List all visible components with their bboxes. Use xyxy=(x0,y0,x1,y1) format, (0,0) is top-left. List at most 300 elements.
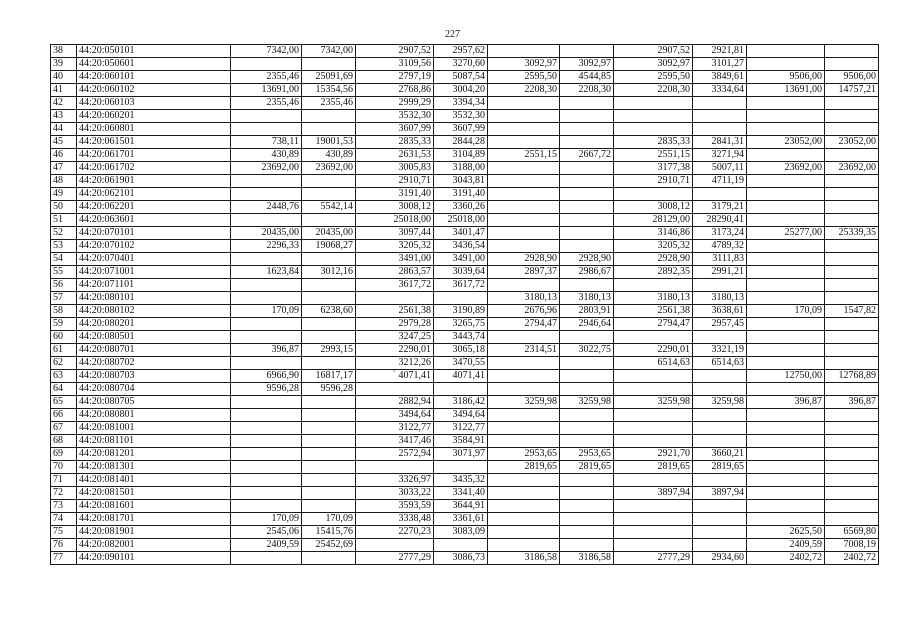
cell-value-4 xyxy=(434,292,488,305)
cell-value-8: 5007,11 xyxy=(693,162,747,175)
cell-value-7: 2928,90 xyxy=(614,253,693,266)
cell-value-2 xyxy=(302,331,356,344)
cell-cadastral-code: 44:20:080102 xyxy=(77,305,231,318)
cell-value-10: 6569,80 xyxy=(825,526,879,539)
cell-value-4: 3644,91 xyxy=(434,500,488,513)
cell-cadastral-code: 44:20:080702 xyxy=(77,357,231,370)
cell-value-8: 3271,94 xyxy=(693,149,747,162)
cell-value-2 xyxy=(302,188,356,201)
cell-value-3 xyxy=(356,461,434,474)
cell-row-number: 63 xyxy=(51,370,77,383)
cell-value-9 xyxy=(747,201,825,214)
cell-value-2: 9596,28 xyxy=(302,383,356,396)
cell-value-7: 3259,98 xyxy=(614,396,693,409)
cell-value-8: 3259,98 xyxy=(693,396,747,409)
cell-value-8: 3660,21 xyxy=(693,448,747,461)
cell-row-number: 56 xyxy=(51,279,77,292)
cell-value-5 xyxy=(488,435,560,448)
cell-value-9 xyxy=(747,123,825,136)
cell-value-3: 2290,01 xyxy=(356,344,434,357)
table-row xyxy=(51,253,879,266)
cell-value-10 xyxy=(825,461,879,474)
cell-row-number: 62 xyxy=(51,357,77,370)
cell-value-1 xyxy=(231,409,302,422)
cell-value-9: 12750,00 xyxy=(747,370,825,383)
cell-value-1 xyxy=(231,214,302,227)
cell-value-6: 3022,75 xyxy=(560,344,614,357)
cell-value-5 xyxy=(488,136,560,149)
cell-value-5 xyxy=(488,201,560,214)
cell-value-9 xyxy=(747,513,825,526)
cell-value-1 xyxy=(231,552,302,565)
cell-value-9 xyxy=(747,500,825,513)
cell-value-8: 2841,31 xyxy=(693,136,747,149)
cell-value-6: 2819,65 xyxy=(560,461,614,474)
cell-value-5: 3186,58 xyxy=(488,552,560,565)
cell-value-3: 3097,44 xyxy=(356,227,434,240)
cell-value-1: 23692,00 xyxy=(231,162,302,175)
cell-value-7: 2907,52 xyxy=(614,45,693,58)
cell-value-3: 2768,86 xyxy=(356,84,434,97)
cell-value-4: 3190,89 xyxy=(434,305,488,318)
cell-value-9: 23692,00 xyxy=(747,162,825,175)
cell-value-2 xyxy=(302,357,356,370)
cell-value-1 xyxy=(231,487,302,500)
cell-value-5: 2928,90 xyxy=(488,253,560,266)
cell-value-9: 9506,00 xyxy=(747,71,825,84)
cell-value-1 xyxy=(231,58,302,71)
cell-value-7: 3092,97 xyxy=(614,58,693,71)
cell-value-1: 738,11 xyxy=(231,136,302,149)
cell-value-10 xyxy=(825,279,879,292)
cell-value-8: 2991,21 xyxy=(693,266,747,279)
cell-value-6 xyxy=(560,279,614,292)
cell-value-2 xyxy=(302,409,356,422)
cell-value-4: 3004,20 xyxy=(434,84,488,97)
table-row xyxy=(51,539,879,552)
cell-value-4: 2957,62 xyxy=(434,45,488,58)
cell-value-3 xyxy=(356,539,434,552)
cell-value-9 xyxy=(747,292,825,305)
cell-value-9: 2409,59 xyxy=(747,539,825,552)
cell-value-10 xyxy=(825,97,879,110)
cell-value-8: 3180,13 xyxy=(693,292,747,305)
cell-value-1: 9596,28 xyxy=(231,383,302,396)
cell-value-5 xyxy=(488,45,560,58)
cell-value-9 xyxy=(747,188,825,201)
cell-value-10 xyxy=(825,331,879,344)
cell-value-5: 2595,50 xyxy=(488,71,560,84)
table-row xyxy=(51,344,879,357)
cell-value-8 xyxy=(693,422,747,435)
cell-value-2 xyxy=(302,500,356,513)
table-row xyxy=(51,71,879,84)
cell-row-number: 69 xyxy=(51,448,77,461)
cell-value-6 xyxy=(560,227,614,240)
cell-value-3: 2572,94 xyxy=(356,448,434,461)
cell-value-2: 19068,27 xyxy=(302,240,356,253)
cell-value-4: 3043,81 xyxy=(434,175,488,188)
cell-row-number: 48 xyxy=(51,175,77,188)
cell-value-3: 2561,38 xyxy=(356,305,434,318)
cell-row-number: 54 xyxy=(51,253,77,266)
cell-value-9 xyxy=(747,279,825,292)
cell-value-5: 2676,96 xyxy=(488,305,560,318)
cell-value-10 xyxy=(825,201,879,214)
cell-value-8 xyxy=(693,526,747,539)
cell-value-2 xyxy=(302,214,356,227)
cell-value-5 xyxy=(488,422,560,435)
cell-value-9 xyxy=(747,409,825,422)
cell-value-1 xyxy=(231,357,302,370)
cell-value-7 xyxy=(614,279,693,292)
cell-value-5 xyxy=(488,175,560,188)
table-row xyxy=(51,500,879,513)
cell-value-5 xyxy=(488,279,560,292)
cell-value-7 xyxy=(614,500,693,513)
cell-value-1: 2448,76 xyxy=(231,201,302,214)
cell-value-7: 3008,12 xyxy=(614,201,693,214)
cell-value-4 xyxy=(434,383,488,396)
cell-row-number: 75 xyxy=(51,526,77,539)
cell-value-7: 3177,38 xyxy=(614,162,693,175)
cell-value-3: 2270,23 xyxy=(356,526,434,539)
cell-value-4 xyxy=(434,539,488,552)
cell-value-2: 170,09 xyxy=(302,513,356,526)
cell-value-2 xyxy=(302,487,356,500)
cell-value-5: 2551,15 xyxy=(488,149,560,162)
cell-value-7 xyxy=(614,422,693,435)
cell-row-number: 67 xyxy=(51,422,77,435)
cell-value-5 xyxy=(488,487,560,500)
cell-row-number: 68 xyxy=(51,435,77,448)
cell-value-9 xyxy=(747,253,825,266)
cell-value-4: 3265,75 xyxy=(434,318,488,331)
table-row xyxy=(51,474,879,487)
cell-value-2: 5542,14 xyxy=(302,201,356,214)
cell-value-3 xyxy=(356,292,434,305)
cell-value-2: 2993,15 xyxy=(302,344,356,357)
cell-value-2: 16817,17 xyxy=(302,370,356,383)
cell-value-4: 3104,89 xyxy=(434,149,488,162)
cell-value-7: 2819,65 xyxy=(614,461,693,474)
cell-value-1: 396,87 xyxy=(231,344,302,357)
cell-value-3: 2979,28 xyxy=(356,318,434,331)
cell-value-10 xyxy=(825,292,879,305)
cell-value-6 xyxy=(560,175,614,188)
cell-value-6 xyxy=(560,357,614,370)
cell-value-3 xyxy=(356,383,434,396)
cell-value-3: 2882,94 xyxy=(356,396,434,409)
cell-value-6 xyxy=(560,487,614,500)
cell-value-4: 3491,00 xyxy=(434,253,488,266)
cell-value-8: 4711,19 xyxy=(693,175,747,188)
cell-value-2 xyxy=(302,123,356,136)
cell-value-2 xyxy=(302,58,356,71)
cell-value-7: 2910,71 xyxy=(614,175,693,188)
cell-row-number: 61 xyxy=(51,344,77,357)
cell-value-7: 2794,47 xyxy=(614,318,693,331)
cell-value-10 xyxy=(825,149,879,162)
table-row xyxy=(51,110,879,123)
cell-value-8: 2819,65 xyxy=(693,461,747,474)
cell-value-6: 3092,97 xyxy=(560,58,614,71)
cell-value-4: 2844,28 xyxy=(434,136,488,149)
cell-value-3: 3491,00 xyxy=(356,253,434,266)
table-row xyxy=(51,279,879,292)
cell-value-9 xyxy=(747,318,825,331)
cell-value-3: ` 4071,41 xyxy=(356,370,434,383)
cell-cadastral-code: 44:20:062101 xyxy=(77,188,231,201)
cell-value-10 xyxy=(825,266,879,279)
cell-value-4: 3188,00 xyxy=(434,162,488,175)
cell-value-9 xyxy=(747,487,825,500)
table-row xyxy=(51,422,879,435)
cell-cadastral-code: 44:20:080801 xyxy=(77,409,231,422)
cell-value-2 xyxy=(302,396,356,409)
cell-value-3: 2777,29 xyxy=(356,552,434,565)
cell-value-7 xyxy=(614,97,693,110)
cell-value-1 xyxy=(231,435,302,448)
table-row xyxy=(51,214,879,227)
cell-value-10 xyxy=(825,110,879,123)
cell-value-4: 25018,00 xyxy=(434,214,488,227)
table-row xyxy=(51,461,879,474)
cell-value-5: 2819,65 xyxy=(488,461,560,474)
cell-cadastral-code: 44:20:081701 xyxy=(77,513,231,526)
cell-value-6: 4544,85 xyxy=(560,71,614,84)
cell-value-7: 2892,35 xyxy=(614,266,693,279)
table-row xyxy=(51,175,879,188)
cell-value-6 xyxy=(560,474,614,487)
cell-value-10 xyxy=(825,357,879,370)
cell-value-5 xyxy=(488,409,560,422)
cell-value-1 xyxy=(231,292,302,305)
cell-cadastral-code: 44:20:080704 xyxy=(77,383,231,396)
cell-value-9 xyxy=(747,357,825,370)
cell-value-5 xyxy=(488,110,560,123)
cell-value-8: 3897,94 xyxy=(693,487,747,500)
cell-value-6 xyxy=(560,240,614,253)
cell-cadastral-code: 44:20:070102 xyxy=(77,240,231,253)
cell-value-8: 3101,27 xyxy=(693,58,747,71)
cell-value-3: 3247,25 xyxy=(356,331,434,344)
cell-value-7 xyxy=(614,526,693,539)
cell-cadastral-code: 44:20:090101 xyxy=(77,552,231,565)
cell-value-4: 3607,99 xyxy=(434,123,488,136)
cell-value-5 xyxy=(488,214,560,227)
cell-value-6 xyxy=(560,162,614,175)
table-row xyxy=(51,318,879,331)
cell-value-6 xyxy=(560,45,614,58)
cell-value-9 xyxy=(747,474,825,487)
cell-value-7: 2551,15 xyxy=(614,149,693,162)
cell-value-8: 6514,63 xyxy=(693,357,747,370)
cell-value-6 xyxy=(560,331,614,344)
cell-value-6: 2946,64 xyxy=(560,318,614,331)
cell-value-7 xyxy=(614,123,693,136)
cell-cadastral-code: 44:20:080701 xyxy=(77,344,231,357)
cell-value-7 xyxy=(614,409,693,422)
cell-value-8 xyxy=(693,188,747,201)
cell-value-9 xyxy=(747,448,825,461)
cell-row-number: 39 xyxy=(51,58,77,71)
cell-value-8 xyxy=(693,409,747,422)
cell-value-10 xyxy=(825,409,879,422)
cell-value-4: 3360,26 xyxy=(434,201,488,214)
cell-value-2: 3012,16 xyxy=(302,266,356,279)
cell-value-5 xyxy=(488,162,560,175)
cell-value-5: 2953,65 xyxy=(488,448,560,461)
cell-cadastral-code: 44:20:060201 xyxy=(77,110,231,123)
cell-value-1 xyxy=(231,253,302,266)
cell-value-7: 2208,30 xyxy=(614,84,693,97)
cell-value-8 xyxy=(693,110,747,123)
cell-row-number: 40 xyxy=(51,71,77,84)
cell-value-6: 2208,30 xyxy=(560,84,614,97)
cell-value-9 xyxy=(747,58,825,71)
cell-value-1: 2296,33 xyxy=(231,240,302,253)
cell-value-9 xyxy=(747,45,825,58)
table-row xyxy=(51,552,879,565)
cell-value-10 xyxy=(825,123,879,136)
cell-value-9: 170,09 xyxy=(747,305,825,318)
cell-value-5 xyxy=(488,240,560,253)
cell-cadastral-code: 44:20:081901 xyxy=(77,526,231,539)
cell-value-5 xyxy=(488,97,560,110)
cell-value-7: 28129,00 xyxy=(614,214,693,227)
table-body xyxy=(51,45,879,565)
cell-value-2 xyxy=(302,253,356,266)
cell-value-9 xyxy=(747,240,825,253)
cell-value-6 xyxy=(560,214,614,227)
cell-cadastral-code: 44:20:050101 xyxy=(77,45,231,58)
cell-value-6 xyxy=(560,435,614,448)
cell-value-8 xyxy=(693,474,747,487)
cell-value-6 xyxy=(560,422,614,435)
cell-cadastral-code: 44:20:060101 xyxy=(77,71,231,84)
cell-row-number: 66 xyxy=(51,409,77,422)
cell-value-4: 3443,74 xyxy=(434,331,488,344)
cell-value-2: 15415,76 xyxy=(302,526,356,539)
cell-value-9 xyxy=(747,110,825,123)
cell-value-3: 3033,22 xyxy=(356,487,434,500)
cell-value-8: 3173,24 xyxy=(693,227,747,240)
table-row xyxy=(51,526,879,539)
cell-value-1 xyxy=(231,279,302,292)
cell-value-6 xyxy=(560,136,614,149)
table-row xyxy=(51,97,879,110)
cell-value-6 xyxy=(560,188,614,201)
cell-value-10 xyxy=(825,253,879,266)
cell-value-1: 2409,59 xyxy=(231,539,302,552)
cell-row-number: 45 xyxy=(51,136,77,149)
cell-value-8: 3849,61 xyxy=(693,71,747,84)
cell-value-2 xyxy=(302,175,356,188)
cell-value-6 xyxy=(560,201,614,214)
cell-value-1 xyxy=(231,318,302,331)
cell-row-number: 38 xyxy=(51,45,77,58)
cell-value-9 xyxy=(747,97,825,110)
cell-value-9: 2402,72 xyxy=(747,552,825,565)
cell-cadastral-code: 44:20:081501 xyxy=(77,487,231,500)
cell-cadastral-code: 44:20:061702 xyxy=(77,162,231,175)
cell-value-7: 2777,29 xyxy=(614,552,693,565)
cell-value-9 xyxy=(747,383,825,396)
cell-value-3: 2631,53 xyxy=(356,149,434,162)
cell-value-2: 23692,00 xyxy=(302,162,356,175)
cell-value-1: 1623,84 xyxy=(231,266,302,279)
cell-value-2 xyxy=(302,448,356,461)
cell-value-3: 3617,72 xyxy=(356,279,434,292)
cell-value-2 xyxy=(302,435,356,448)
cell-row-number: 44 xyxy=(51,123,77,136)
cell-value-3: 3532,30 xyxy=(356,110,434,123)
cell-value-3: 2999,29 xyxy=(356,97,434,110)
cell-value-6: 2986,67 xyxy=(560,266,614,279)
cell-value-1 xyxy=(231,331,302,344)
cell-value-6: 2928,90 xyxy=(560,253,614,266)
cell-cadastral-code: 44:20:081401 xyxy=(77,474,231,487)
cell-value-8: 3321,19 xyxy=(693,344,747,357)
cell-value-3: 3005,83 xyxy=(356,162,434,175)
table-row xyxy=(51,162,879,175)
cell-value-5 xyxy=(488,474,560,487)
cell-value-2: 2355,46 xyxy=(302,97,356,110)
cell-value-4: 3532,30 xyxy=(434,110,488,123)
cell-value-3: 3326,97 xyxy=(356,474,434,487)
cell-value-10: 9506,00 xyxy=(825,71,879,84)
cell-value-9: 396,87 xyxy=(747,396,825,409)
cell-value-9 xyxy=(747,149,825,162)
cell-value-6 xyxy=(560,526,614,539)
table-row xyxy=(51,201,879,214)
cell-value-7: 3180,13 xyxy=(614,292,693,305)
cell-value-6 xyxy=(560,123,614,136)
cell-value-2 xyxy=(302,318,356,331)
cell-cadastral-code: 44:20:081301 xyxy=(77,461,231,474)
cell-value-6: 2667,72 xyxy=(560,149,614,162)
cell-value-4: 3341,40 xyxy=(434,487,488,500)
cell-value-6 xyxy=(560,500,614,513)
cell-value-10 xyxy=(825,58,879,71)
cell-value-3: 3338,48 xyxy=(356,513,434,526)
cell-value-7: 3897,94 xyxy=(614,487,693,500)
cell-value-10 xyxy=(825,513,879,526)
cell-value-9: 23052,00 xyxy=(747,136,825,149)
cell-value-4: 3071,97 xyxy=(434,448,488,461)
table-row xyxy=(51,383,879,396)
cell-value-8: 3638,61 xyxy=(693,305,747,318)
cell-value-2 xyxy=(302,422,356,435)
cell-value-4: 3361,61 xyxy=(434,513,488,526)
cell-cadastral-code: 44:20:080501 xyxy=(77,331,231,344)
cell-value-5: 3092,97 xyxy=(488,58,560,71)
cell-value-2 xyxy=(302,110,356,123)
cell-cadastral-code: 44:20:060102 xyxy=(77,84,231,97)
table-row xyxy=(51,331,879,344)
cell-value-6 xyxy=(560,110,614,123)
cell-value-2: 20435,00 xyxy=(302,227,356,240)
cell-value-8: 3111,83 xyxy=(693,253,747,266)
cell-value-9: 2625,50 xyxy=(747,526,825,539)
cell-value-6 xyxy=(560,370,614,383)
cell-value-3: 2835,33 xyxy=(356,136,434,149)
cell-value-1: 13691,00 xyxy=(231,84,302,97)
cell-row-number: 64 xyxy=(51,383,77,396)
cell-value-5 xyxy=(488,513,560,526)
cell-value-8 xyxy=(693,331,747,344)
